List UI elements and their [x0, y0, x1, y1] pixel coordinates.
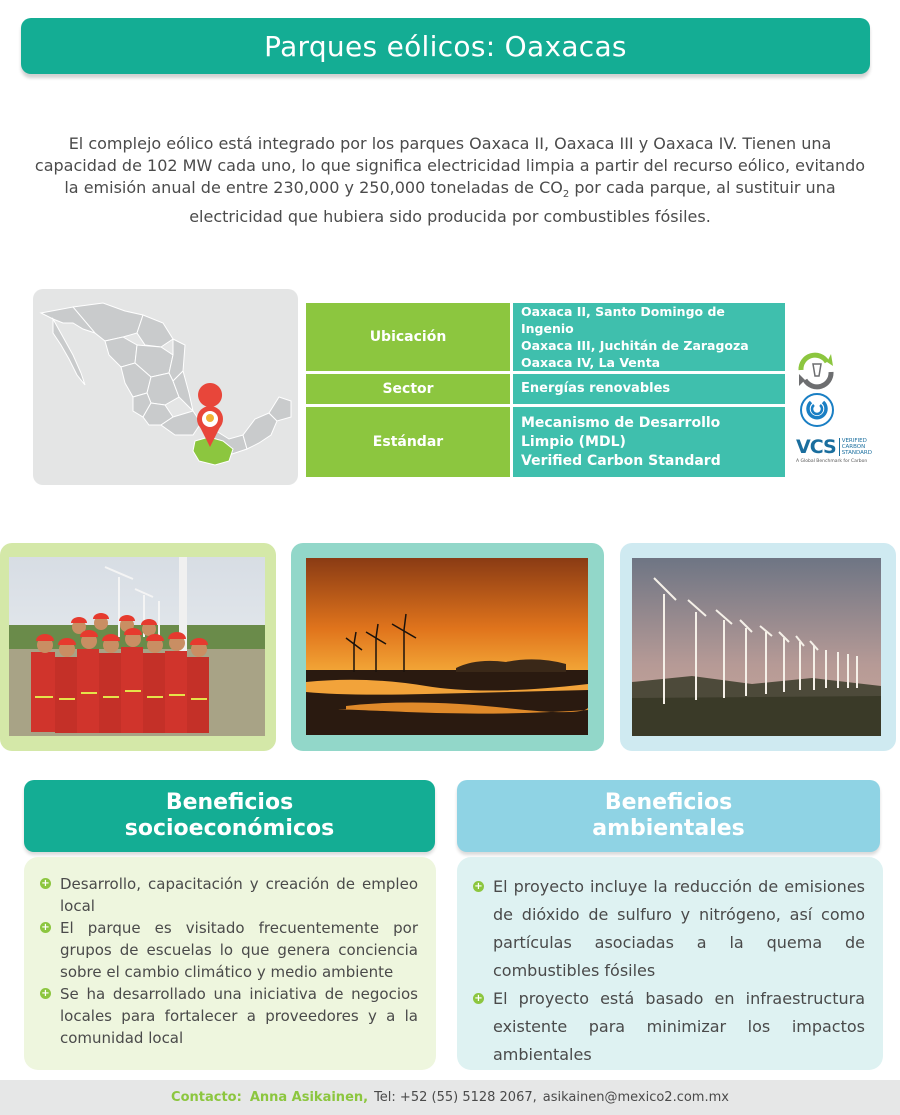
- project-info-table: [306, 303, 785, 480]
- vcs-sub-line: STANDARD: [841, 450, 872, 456]
- list-item: [473, 985, 865, 1069]
- table-row: [306, 303, 785, 371]
- vcs-sub-line: VERIFIED: [841, 438, 867, 444]
- table-value: [513, 374, 785, 404]
- table-value: [513, 407, 785, 477]
- intro-text-2: por cada parque, al sustituir una electricidad que hubiera sido producida por combustibles fósiles.: [189, 178, 836, 227]
- heading-line: Beneficios: [604, 790, 733, 815]
- intro-text-1: El complejo eólico está integrado por los parques Oaxaca II, Oaxaca III y Oaxaca IV. Tienen una capacidad de 102 MW cada uno, lo que significa electricidad limpia a partir del recurso eólico, evitando la emisión anual de entre 230,000 y 250,000 toneladas de CO: [34, 134, 866, 197]
- table-value-line: Energías renovables: [521, 381, 671, 396]
- sunset-wind-farm-photo: [306, 558, 588, 735]
- list-item-text: El parque es visitado frecuentemente por grupos de escuelas lo que genera conciencia sobre el cambio climático y medio ambiente: [60, 919, 418, 981]
- page-title: Parques eólicos: Oaxacas: [264, 29, 627, 63]
- environmental-benefits-list: [457, 857, 883, 1070]
- intro-subscript: 2: [562, 189, 570, 201]
- table-value-line: Oaxaca II, Santo Domingo de Ingenio: [521, 304, 725, 336]
- table-row: [306, 407, 785, 477]
- students-photo: [9, 557, 265, 736]
- vcs-tagline: A Global Benchmark for Carbon: [796, 459, 868, 464]
- table-value-line: Oaxaca IV, La Venta: [521, 355, 661, 370]
- environmental-benefits-heading: [457, 780, 880, 852]
- mexico-map: [33, 289, 298, 485]
- contact-name: Anna Asikainen,: [249, 1090, 369, 1105]
- list-item: [40, 983, 418, 1049]
- table-value-line: Mecanismo de Desarrollo Limpio (MDL): [521, 414, 721, 450]
- recycle-lightbulb-icon: [791, 350, 871, 390]
- contact-label: Contacto:: [171, 1090, 242, 1105]
- list-item-text: El proyecto está basado en infraestructura existente para minimizar los impactos ambientales: [493, 989, 865, 1064]
- photo-frame: [291, 543, 604, 751]
- unfccc-icon: [791, 392, 871, 432]
- plus-bullet-icon: +: [41, 922, 50, 933]
- table-label: Estándar: [306, 407, 510, 477]
- list-item: [40, 873, 418, 917]
- contact-phone[interactable]: Tel: +52 (55) 5128 2067,: [374, 1090, 537, 1105]
- list-item-text: Desarrollo, capacitación y creación de empleo local: [60, 875, 418, 915]
- list-item-text: El proyecto incluye la reducción de emisiones de dióxido de sulfuro y nitrógeno, así como partículas asociadas a la quema de combustibles fósiles: [493, 877, 865, 980]
- intro-paragraph: [28, 133, 872, 228]
- table-value: [513, 303, 785, 371]
- vcs-logo: [796, 436, 872, 464]
- mexico-map-icon: [33, 289, 298, 485]
- title-banner: [21, 18, 870, 74]
- heading-line: ambientales: [592, 816, 745, 841]
- contact-footer: [0, 1080, 900, 1115]
- table-value-line: Verified Carbon Standard: [521, 452, 721, 469]
- plus-bullet-icon: +: [474, 881, 483, 892]
- vcs-text: VCS: [796, 436, 836, 458]
- heading-line: Beneficios: [165, 790, 294, 815]
- heading-line: socioeconómicos: [124, 816, 335, 841]
- contact-email[interactable]: asikainen@mexico2.com.mx: [542, 1090, 729, 1105]
- wind-turbines-row-photo: [632, 558, 881, 736]
- socioeconomic-benefits-heading: [24, 780, 435, 852]
- list-item-text: Se ha desarrollado una iniciativa de negocios locales para fortalecer a proveedores y a la comunidad local: [60, 985, 418, 1047]
- table-value-line: Oaxaca III, Juchitán de Zaragoza: [521, 338, 749, 353]
- socioeconomic-benefits-list: [24, 857, 436, 1070]
- photo-frame: [0, 543, 276, 751]
- photo-frame: [620, 543, 896, 751]
- certification-logos: [791, 350, 871, 470]
- plus-bullet-icon: +: [41, 988, 50, 999]
- table-label: Sector: [306, 374, 510, 404]
- table-label: Ubicación: [306, 303, 510, 371]
- table-row: [306, 374, 785, 404]
- vcs-sub-line: CARBON: [841, 444, 866, 450]
- plus-bullet-icon: +: [474, 993, 483, 1004]
- list-item: [473, 873, 865, 985]
- plus-bullet-icon: +: [41, 878, 50, 889]
- list-item: [40, 917, 418, 983]
